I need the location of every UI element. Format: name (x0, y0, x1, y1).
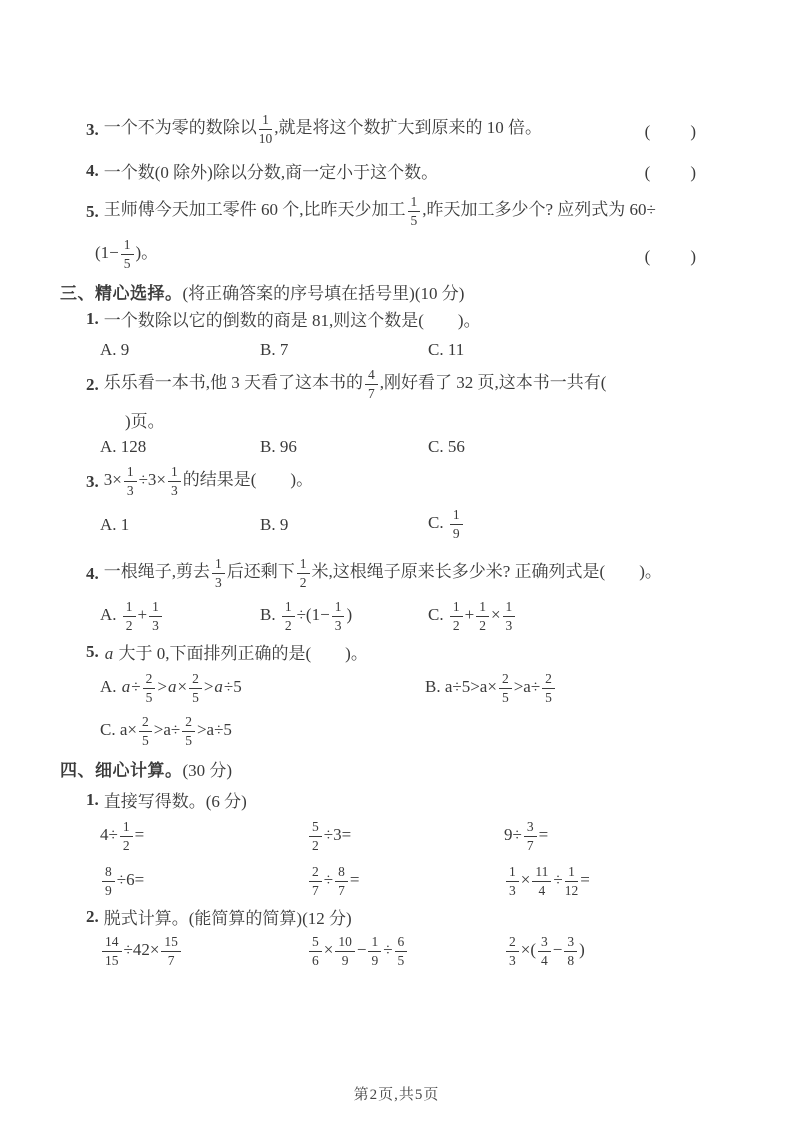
fraction: $\frac{2}{7}$ (309, 864, 322, 898)
item-number: 3. (86, 119, 99, 139)
choice-question-5-options-ab (100, 667, 740, 710)
math-expression: $\frac{5}{6}$ × $\frac{10}{9}$ − $\frac{1}{9}$ ÷ $\frac{6}{5}$ (307, 934, 504, 968)
choice-question-4-options (100, 595, 740, 638)
math-expression: 9÷ $\frac{3}{7}$ = (504, 819, 549, 853)
choice-question-4 (86, 552, 740, 595)
fraction: $\frac{6}{5}$ (395, 934, 408, 968)
item-number: 5. (86, 201, 99, 221)
fraction: $\frac{1}{3}$ (506, 864, 519, 898)
choice-question-5 (86, 638, 740, 665)
fraction: $\frac{1}{3}$ (124, 464, 137, 498)
section-note: (将正确答案的序号填在括号里)(10 分) (182, 284, 465, 303)
fraction: $\frac{1}{3}$ (149, 599, 162, 633)
option-c: C. $\frac{1}{2}$ + $\frac{1}{2}$ × $\frac{1}{3}$ (428, 599, 740, 633)
question-text: 一根绳子,剪去 $\frac{1}{3}$ 后还剩下 $\frac{1}{2}$ 米,这根绳子原来长多少米? 正确列式是( )。 (103, 556, 662, 590)
sub-note: (6 分) (205, 792, 247, 811)
question-number: 1. (86, 308, 99, 328)
choice-question-3-options (100, 503, 740, 546)
fraction: $\frac{1}{2}$ (123, 599, 136, 633)
question-text: a 大于 0,下面排列正确的是( )。 (104, 644, 368, 663)
fraction: $\frac{14}{15}$ (102, 934, 122, 968)
fraction: $\frac{2}{5}$ (542, 671, 555, 705)
choice-question-3 (86, 460, 740, 503)
fraction: $\frac{3}{8}$ (564, 934, 577, 968)
section-heading-calc (60, 755, 740, 782)
judgment-item-5-line1 (86, 190, 740, 233)
fraction: $\frac{1}{2}$ (450, 599, 463, 633)
option-b: B. 96 (260, 436, 297, 456)
fraction: $\frac{2}{5}$ (182, 714, 195, 748)
fraction: $\frac{1}{10}$ (258, 112, 273, 146)
option-b: B. $\frac{1}{2}$ ÷(1− $\frac{1}{3}$ ) (260, 599, 353, 633)
option-a: A. 1 (100, 514, 130, 534)
answer-bracket: ( ) (644, 163, 698, 182)
sub-label: 脱式计算。 (103, 909, 189, 928)
fraction: $\frac{5}{6}$ (309, 934, 322, 968)
item-text: 一个不为零的数除以 $\frac{1}{10}$ ,就是将这个数扩大到原来的 10 倍。 (103, 112, 542, 146)
choice-question-1 (86, 305, 740, 332)
item-text: 一个数(0 除外)除以分数,商一定小于这个数。 (103, 163, 439, 182)
fraction: $\frac{5}{2}$ (309, 819, 322, 853)
math-expression: $\frac{8}{9}$ ÷6= (100, 864, 307, 898)
fraction: $\frac{1}{2}$ (297, 556, 310, 590)
fraction: $\frac{1}{2}$ (120, 819, 133, 853)
question-text: 一个数除以它的倒数的商是 81,则这个数是( )。 (103, 311, 481, 330)
sub-number: 1. (86, 789, 99, 809)
sub-number: 2. (86, 906, 99, 926)
fraction: $\frac{3}{4}$ (538, 934, 551, 968)
fraction: $\frac{1}{3}$ (332, 599, 345, 633)
calc-sub1-heading (86, 786, 740, 813)
fraction: $\frac{2}{5}$ (139, 714, 152, 748)
fraction: $\frac{10}{9}$ (335, 934, 355, 968)
fraction: $\frac{2}{5}$ (189, 671, 202, 705)
option-b: B. 7 (260, 339, 289, 359)
math-expression: 4÷ $\frac{1}{2}$ = (100, 819, 145, 853)
calc-sub2-heading (86, 903, 740, 930)
fraction: $\frac{2}{3}$ (506, 934, 519, 968)
option-a: A. 128 (100, 436, 147, 456)
question-number: 3. (86, 471, 99, 491)
section-heading-choice (60, 278, 740, 305)
math-expression: $\frac{14}{15}$ ÷42× $\frac{15}{7}$ (100, 934, 307, 968)
answer-bracket: ( ) (644, 122, 698, 141)
question-number: 5. (86, 641, 99, 661)
calc-direct-row-1 (100, 815, 740, 858)
math-expression: $\frac{2}{3}$ ×( $\frac{3}{4}$ − $\frac{3}{8}$ ) (504, 934, 740, 968)
item-number: 4. (86, 160, 99, 180)
option-b: B. 9 (260, 514, 289, 534)
choice-question-2-options (100, 433, 740, 460)
item-text: 王师傅今天加工零件 60 个,比昨天少加工 $\frac{1}{5}$ ,昨天加工多少个? 应列式为 60÷ (103, 194, 656, 228)
fraction: $\frac{1}{9}$ (368, 934, 381, 968)
fraction: $\frac{1}{9}$ (450, 507, 463, 541)
option-b: B. a÷5>a× $\frac{2}{5}$ >a÷ $\frac{2}{5}$ (425, 671, 740, 705)
math-expression: $\frac{2}{7}$ ÷ $\frac{8}{7}$ = (307, 864, 504, 898)
option-c: C. a× $\frac{2}{5}$ >a÷ $\frac{2}{5}$ >a÷5 (100, 714, 232, 748)
option-a: A. 9 (100, 339, 130, 359)
fraction: $\frac{8}{7}$ (335, 864, 348, 898)
fraction: $\frac{1}{2}$ (282, 599, 295, 633)
section-title: 三、精心选择。 (60, 284, 183, 303)
question-number: 2. (86, 374, 99, 394)
fraction: $\frac{1}{5}$ (121, 237, 134, 271)
option-c: C. 56 (428, 436, 465, 456)
question-text: 3× $\frac{1}{3}$ ÷3× $\frac{1}{3}$ 的结果是( )。 (103, 464, 314, 498)
choice-question-2-line2 (125, 406, 740, 433)
question-text: 乐乐看一本书,他 3 天看了这本书的 $\frac{4}{7}$ ,刚好看了 32 页,这本书一共有( (103, 367, 607, 401)
fraction: $\frac{1}{12}$ (564, 864, 579, 898)
option-c: C. 11 (428, 339, 465, 359)
fraction: $\frac{1}{3}$ (212, 556, 225, 590)
fraction: $\frac{15}{7}$ (161, 934, 181, 968)
sub-label: 直接写得数。 (103, 792, 206, 811)
question-number: 4. (86, 563, 99, 583)
section-title: 四、细心计算。 (60, 761, 183, 780)
sub-note: (能简算的简算)(12 分) (188, 909, 352, 928)
math-expression: $\frac{1}{3}$ × $\frac{11}{4}$ ÷ $\frac{1}{12}$ = (504, 864, 740, 898)
fraction: $\frac{1}{5}$ (408, 194, 421, 228)
fraction: $\frac{1}{3}$ (503, 599, 516, 633)
fraction: $\frac{2}{5}$ (499, 671, 512, 705)
section-note: (30 分) (182, 761, 233, 780)
option-c: C. $\frac{1}{9}$ (428, 507, 740, 541)
answer-bracket: ( ) (644, 247, 698, 266)
fraction: $\frac{2}{5}$ (143, 671, 156, 705)
fraction: $\frac{3}{7}$ (524, 819, 537, 853)
option-a: A. $\frac{1}{2}$ + $\frac{1}{3}$ (100, 599, 260, 633)
item-text: (1− $\frac{1}{5}$ )。 (95, 237, 159, 271)
calc-direct-row-2 (100, 860, 740, 903)
fraction: $\frac{4}{7}$ (365, 367, 378, 401)
page-footer: 第2页,共5页 (353, 1087, 440, 1103)
judgment-item-5-line2 (95, 233, 740, 276)
calc-stepwise-row (100, 930, 740, 973)
judgment-item-4 (86, 157, 740, 184)
choice-question-2-line1 (86, 363, 740, 406)
fraction: $\frac{11}{4}$ (532, 864, 551, 898)
fraction: $\frac{1}{3}$ (168, 464, 181, 498)
question-text: )页。 (125, 412, 165, 431)
math-expression: $\frac{5}{2}$ ÷3= (307, 819, 504, 853)
option-a: A. a÷ $\frac{2}{5}$ >a× $\frac{2}{5}$ >a÷5 (100, 671, 242, 705)
fraction: $\frac{8}{9}$ (102, 864, 115, 898)
fraction: $\frac{1}{2}$ (476, 599, 489, 633)
choice-question-5-option-c (100, 710, 740, 753)
choice-question-1-options (100, 336, 740, 363)
judgment-item-3 (86, 108, 740, 151)
